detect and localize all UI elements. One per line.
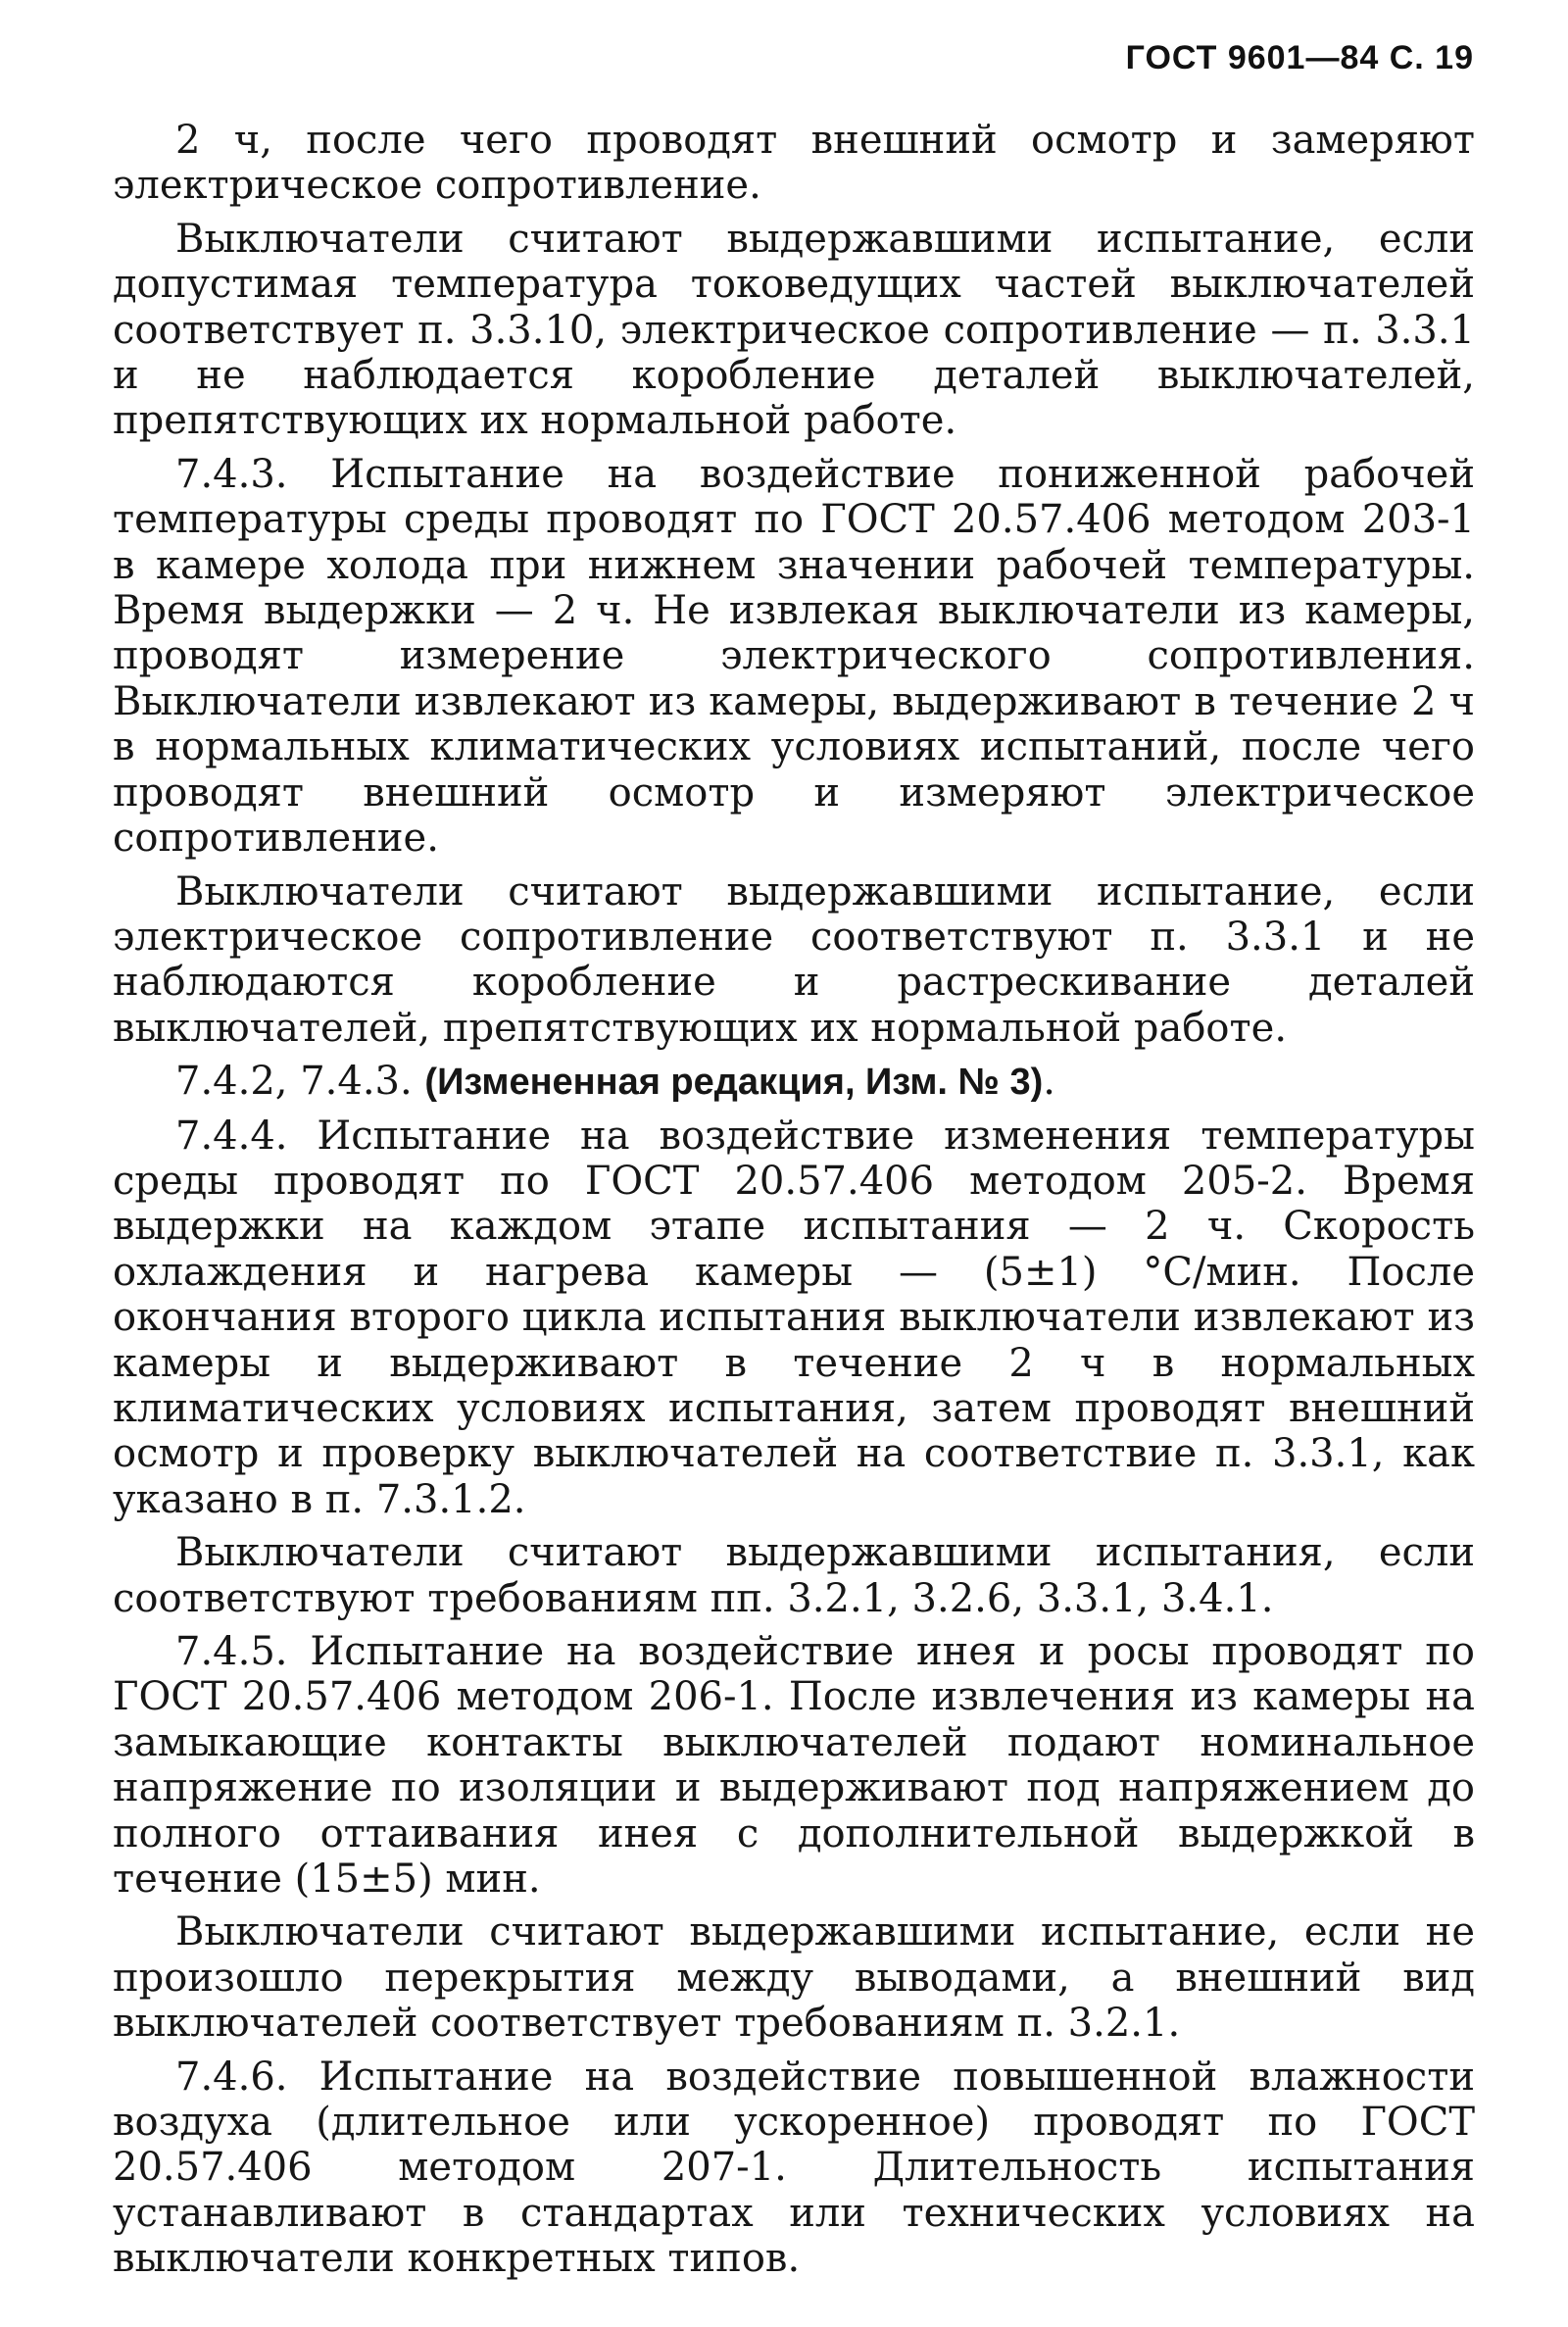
paragraph: 7.4.4. Испытание на воздействие изменения температуры среды проводят по ГОСТ 20.57.406 методом 205-2. Время выдержки на каждом этапе испытания — 2 ч. Скорость охлаждения и нагрева камеры — (5±1) °С/мин. После окончания второго цикла испытания выключатели извлекают из камеры и выдерживают в течение 2 ч в нормальных климатических условиях испытания, затем проводят внешний осмотр и проверку выключателей на соответствие п. 3.3.1, как указано в п. 7.3.1.2. bbox=[113, 1113, 1475, 1522]
paragraph: Выключатели считают выдержавшими испытания, если соответствуют требованиям пп. 3.2.1, 3.2.6, 3.3.1, 3.4.1. bbox=[113, 1530, 1475, 1621]
paragraph: 7.4.6. Испытание на воздействие повышенной влажности воздуха (длительное или ускоренное) проводят по ГОСТ 20.57.406 методом 207-1. Длительность испытания устанавливают в стандартах или технических условиях на выключатели конкретных типов. bbox=[113, 2054, 1475, 2282]
paragraph: 7.4.5. Испытание на воздействие инея и росы проводят по ГОСТ 20.57.406 методом 206-1. После извлечения из камеры на замыкающие контакты выключателей подают номинальное напряжение по изоляции и выдерживают под напряжением до полного оттаивания инея с дополнительной выдержкой в течение (15±5) мин. bbox=[113, 1629, 1475, 1903]
paragraph: 7.4.3. Испытание на воздействие пониженной рабочей температуры среды проводят по ГОСТ 20.57.406 методом 203-1 в камере холода при нижнем значении рабочей температуры. Время выдержки — 2 ч. Не извлекая выключатели из камеры, проводят измерение электрического сопротивления. Выключатели извлекают из камеры, выдерживают в течение 2 ч в нормальных климатических условиях испытаний, после чего проводят внешний осмотр и измеряют электрическое сопротивление. bbox=[113, 451, 1475, 862]
page-header: ГОСТ 9601—84 С. 19 bbox=[1125, 39, 1474, 76]
document-body bbox=[113, 118, 1475, 2290]
edition-note-label: (Измененная редакция, Изм. № 3) bbox=[424, 1062, 1044, 1104]
paragraph: Выключатели считают выдержавшими испытание, если электрическое сопротивление соответствуют п. 3.3.1 и не наблюдаются коробление и растрескивание деталей выключателей, препятствующих их нормальной работе. bbox=[113, 868, 1475, 1051]
paragraph: Выключатели считают выдержавшими испытание, если допустимая температура токоведущих частей выключателей соответствует п. 3.3.10, электрическое сопротивление — п. 3.3.1 и не наблюдается коробление деталей выключателей, препятствующих их нормальной работе. bbox=[113, 216, 1475, 444]
paragraph: 2 ч, после чего проводят внешний осмотр и замеряют электрическое сопротивление. bbox=[113, 118, 1475, 209]
edition-note-suffix: . bbox=[1043, 1059, 1055, 1105]
edition-note-prefix: 7.4.2, 7.4.3. bbox=[175, 1059, 425, 1105]
edition-note bbox=[113, 1059, 1475, 1105]
paragraph: Выключатели считают выдержавшими испытание, если не произошло перекрытия между выводами, а внешний вид выключателей соответствует требованиям п. 3.2.1. bbox=[113, 1909, 1475, 2047]
